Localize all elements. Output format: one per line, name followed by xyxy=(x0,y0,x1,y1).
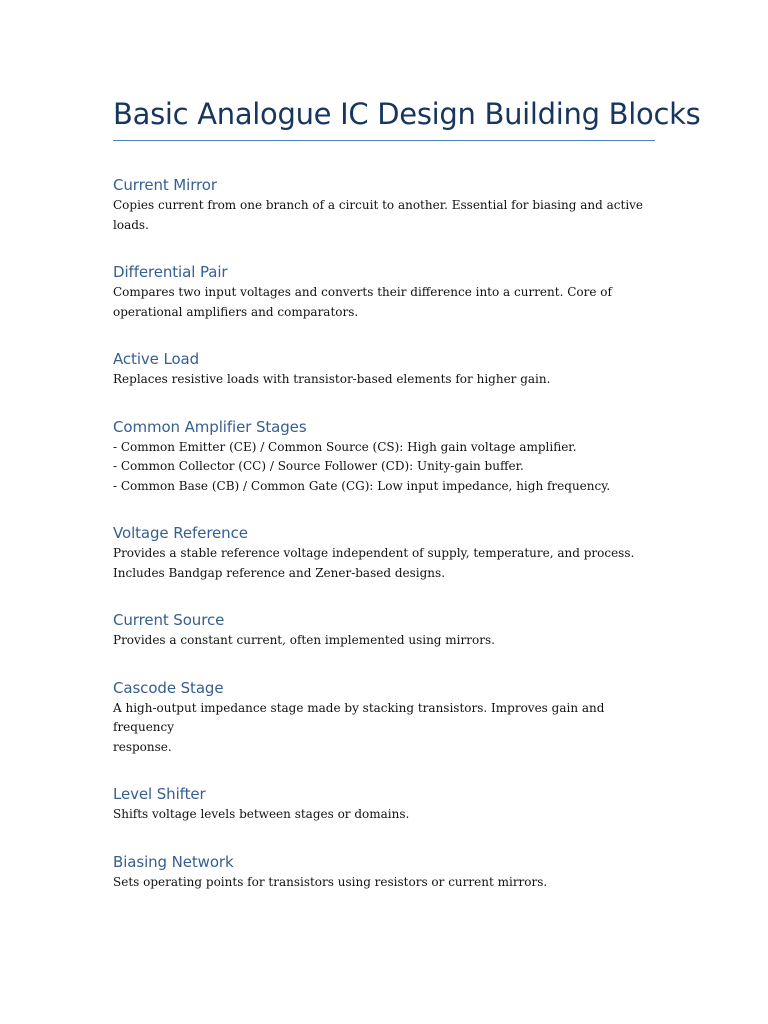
body-line: Includes Bandgap reference and Zener-based designs. xyxy=(113,565,446,580)
section-heading: Current Mirror xyxy=(113,176,217,194)
body-line: operational amplifiers and comparators. xyxy=(113,304,359,319)
body-line: - Common Collector (CC) / Source Follower (CD): Unity-gain buffer. xyxy=(113,459,524,473)
section-current-mirror xyxy=(113,174,655,235)
section-level-shifter xyxy=(113,783,655,825)
section-body xyxy=(113,283,655,322)
section-heading: Active Load xyxy=(113,350,200,368)
body-line: Shifts voltage levels between stages or domains. xyxy=(113,807,410,821)
body-line: A high-output impedance stage made by stacking transistors. Improves gain and frequency xyxy=(113,700,605,734)
document-page xyxy=(113,94,701,918)
section-heading: Current Source xyxy=(113,611,225,629)
body-line: Copies current from one branch of a circuit to another. Essential for biasing and active xyxy=(113,198,644,212)
section-voltage-reference xyxy=(113,522,655,583)
body-line: response. xyxy=(113,739,172,754)
sections-container xyxy=(113,174,655,892)
body-line: Compares two input voltages and converts their difference into a current. Core of xyxy=(113,285,612,299)
body-line: Provides a constant current, often implemented using mirrors. xyxy=(113,633,495,647)
body-line: loads. xyxy=(113,217,149,232)
page-title: Basic Analogue IC Design Building Blocks xyxy=(113,94,655,141)
section-heading: Cascode Stage xyxy=(113,678,224,697)
section-heading: Common Amplifier Stages xyxy=(113,417,307,436)
body-line: - Common Base (CB) / Common Gate (CG): Low input impedance, high frequency. xyxy=(113,478,611,493)
section-body xyxy=(113,805,655,825)
section-body xyxy=(113,544,655,583)
section-heading: Level Shifter xyxy=(113,785,206,803)
section-cascode-stage xyxy=(113,677,655,758)
section-heading: Differential Pair xyxy=(113,263,228,281)
section-body xyxy=(113,370,655,390)
section-heading: Biasing Network xyxy=(113,852,234,871)
section-body xyxy=(113,699,655,758)
section-current-source xyxy=(113,609,655,651)
section-body xyxy=(113,438,655,497)
body-line: - Common Emitter (CE) / Common Source (CS): High gain voltage amplifier. xyxy=(113,439,577,454)
section-body xyxy=(113,631,655,651)
section-body xyxy=(113,196,655,235)
body-line: Provides a stable reference voltage independent of supply, temperature, and process. xyxy=(113,546,635,560)
section-common-amplifier-stages xyxy=(113,416,655,497)
body-line: Sets operating points for transistors using resistors or current mirrors. xyxy=(113,874,548,889)
section-biasing-network xyxy=(113,851,655,893)
section-body xyxy=(113,873,655,893)
body-line: Replaces resistive loads with transistor-based elements for higher gain. xyxy=(113,372,551,386)
section-differential-pair xyxy=(113,261,655,322)
section-active-load xyxy=(113,348,655,390)
section-heading: Voltage Reference xyxy=(113,524,248,542)
